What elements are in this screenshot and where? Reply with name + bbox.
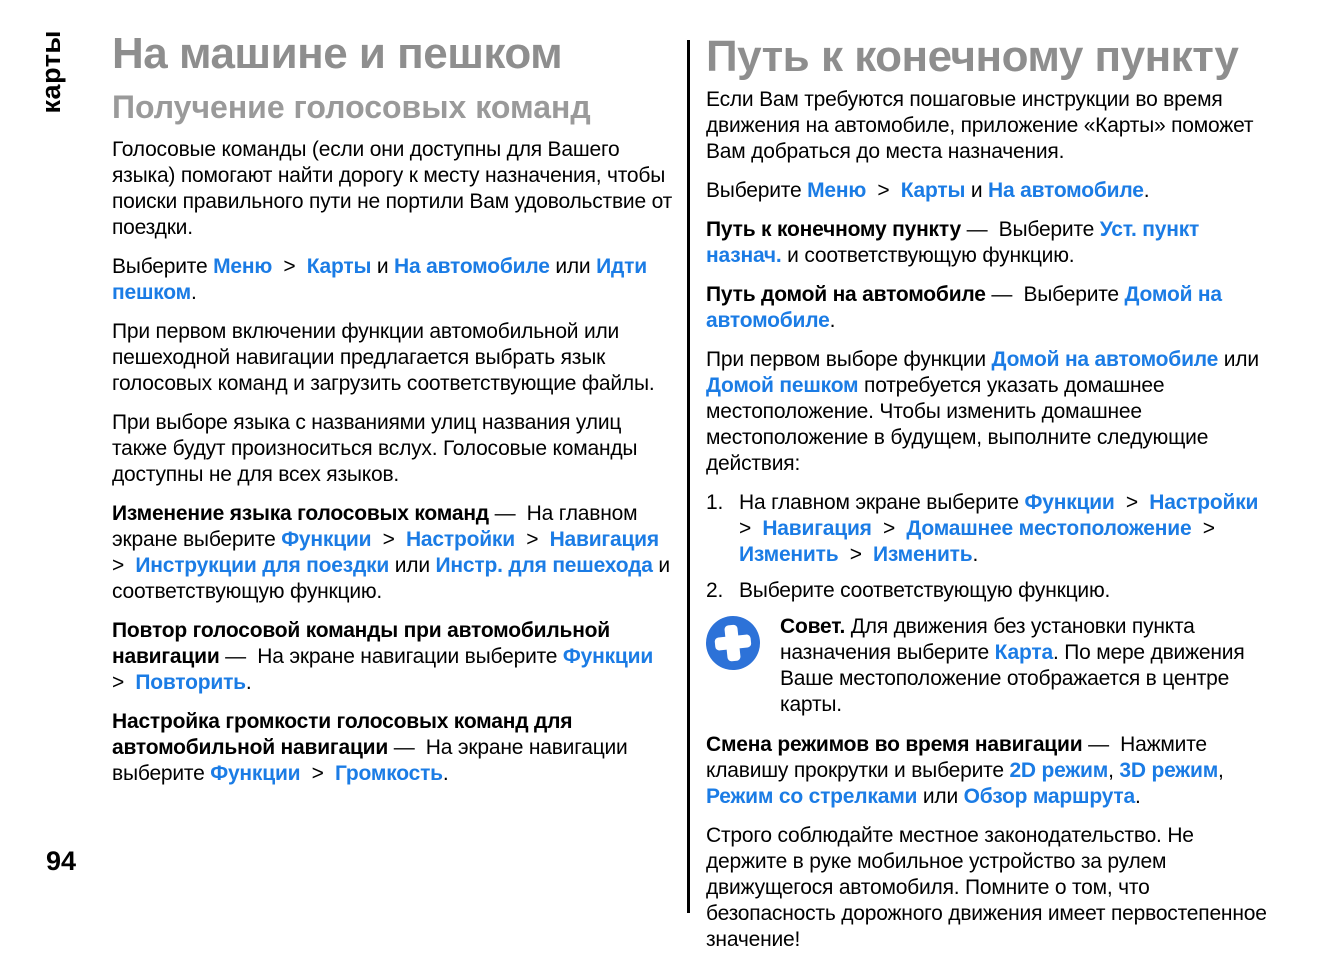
- ui-term-link: Громкость: [334, 762, 443, 786]
- text-run: и соответствующую функцию.: [781, 243, 1075, 267]
- text-run: ,: [1108, 759, 1120, 783]
- section-title: На машине и пешком: [112, 29, 563, 78]
- ui-term-link: Режим со стрелками: [706, 785, 918, 809]
- text-run: Выберите: [112, 254, 214, 278]
- column-divider: [687, 40, 690, 913]
- ui-term-link: 3D режим: [1119, 759, 1219, 783]
- ui-term-link: 2D режим: [1009, 759, 1109, 783]
- list-number: 2.: [706, 579, 724, 603]
- ui-term-link: Настройки: [405, 527, 515, 551]
- text-run: .: [972, 542, 979, 566]
- text-run: >: [371, 527, 406, 551]
- text-run: При выборе языка с названиями улиц названия улиц также будут произноситься вслух. Голосовые команды доступны не для всех языков.: [112, 410, 643, 486]
- text-run: .: [191, 280, 197, 304]
- text-run: При первом включении функции автомобильной или пешеходной навигации предлагается выбрать язык голосовых команд и загрузить соответствующие файлы.: [112, 319, 655, 395]
- text-run: — Нажмите клавишу прокрутки и выберите: [706, 733, 1213, 783]
- paragraph: [739, 490, 1268, 568]
- ordered-list-item: [706, 578, 1268, 604]
- text-run: или: [917, 785, 964, 809]
- section-title: Путь к конечному пункту: [706, 32, 1239, 81]
- text-run: или: [549, 254, 597, 278]
- text-run: Выберите: [706, 178, 808, 202]
- ui-term-link: Навигация: [762, 516, 872, 540]
- ui-term-link: Домашнее местоположение: [906, 516, 1192, 540]
- ui-term-link: Уст. пункт назнач.: [706, 217, 1205, 267]
- text-run: >: [866, 178, 901, 202]
- ui-term-link: Обзор маршрута: [963, 785, 1135, 809]
- plus-circle-icon: [703, 613, 762, 672]
- text-run: — Выберите: [960, 217, 1100, 241]
- ui-term-link: Настройки: [1149, 490, 1259, 514]
- ui-term-link: Функции: [210, 762, 301, 786]
- paragraph: [706, 823, 1273, 953]
- paragraph: [112, 319, 674, 397]
- text-run: >: [514, 527, 550, 551]
- ui-term-link: Инстр. для пешехода: [435, 553, 653, 577]
- ui-term-link: Домой на автомобиле: [991, 347, 1219, 371]
- bold-term: Путь домой на автомобиле: [706, 282, 986, 306]
- text-run: .: [1135, 785, 1141, 809]
- paragraph: [112, 137, 678, 241]
- text-run: и: [965, 178, 989, 202]
- bold-term: Повтор голосовой команды при автомобильной навигации: [112, 619, 616, 669]
- ui-term-link: На автомобиле: [394, 254, 550, 278]
- ui-term-link: Функции: [281, 527, 372, 551]
- ui-term-link: Меню: [807, 178, 867, 202]
- paragraph: [706, 217, 1268, 269]
- text-run: — Выберите: [985, 282, 1125, 306]
- ui-term-link: Изменить: [873, 542, 973, 566]
- ui-term-link: Функции: [562, 645, 654, 669]
- text-run: .: [442, 762, 449, 786]
- text-run: Если Вам требуются пошаговые инструкции во время движения на автомобиле, приложение «Карты» поможет Вам добраться до места назначения.: [706, 87, 1259, 163]
- text-run: или: [1218, 347, 1265, 371]
- text-run: >: [739, 490, 1270, 540]
- text-run: >: [272, 254, 307, 278]
- text-run: >: [112, 645, 665, 695]
- bold-term: Настройка громкости голосовых команд для автомобильной навигации: [112, 710, 578, 760]
- paragraph: [112, 709, 674, 787]
- paragraph: [112, 410, 674, 488]
- bold-term: Путь к конечному пункту: [706, 217, 961, 241]
- tip-box: [706, 614, 1268, 718]
- left-column: [112, 29, 678, 800]
- ordered-list-item: [706, 490, 1268, 568]
- text-run: — На экране навигации выберите: [219, 645, 563, 669]
- text-run: — На экране навигации выберите: [112, 736, 634, 786]
- ui-term-link: Идти пешком: [112, 254, 653, 304]
- text-run: >: [871, 516, 907, 540]
- text-run: .: [245, 671, 252, 695]
- tip-text: [780, 614, 1268, 718]
- text-run: .: [1143, 178, 1150, 202]
- text-run: >: [112, 527, 671, 577]
- chapter-tab: карты: [36, 30, 66, 114]
- text-run: >: [1114, 490, 1150, 514]
- ui-term-link: Карты: [306, 254, 372, 278]
- paragraph: [112, 254, 674, 306]
- text-run: потребуется указать домашнее местоположение. Чтобы изменить домашнее местоположение в будущем, выполните следующие действия:: [706, 373, 1214, 475]
- text-run: Строго соблюдайте местное законодательство. Не держите в руке мобильное устройство за рулем движущегося автомобиля. Помните о том, что безопасность дорожного движения имеет первостепенное значение!: [706, 824, 1273, 952]
- text-run: ,: [1218, 759, 1230, 783]
- ui-term-link: Навигация: [549, 527, 659, 551]
- plus-icon-bar: [724, 625, 741, 662]
- text-run: .: [829, 308, 836, 332]
- paragraph: [706, 347, 1268, 477]
- text-run: На главном экране выберите: [739, 490, 1025, 514]
- text-run: и соответствующую функцию.: [112, 553, 676, 604]
- text-run: или: [389, 553, 436, 577]
- ui-term-link: Повторить: [135, 671, 246, 695]
- page-number: 94: [46, 846, 77, 876]
- ui-term-link: Карта: [994, 641, 1053, 665]
- ui-term-link: На автомобиле: [988, 178, 1144, 202]
- text-run: . По мере движения Ваше местоположение отображается в центре карты.: [780, 641, 1251, 717]
- paragraph: [112, 501, 674, 605]
- paragraph: [706, 87, 1268, 165]
- paragraph: [706, 282, 1268, 334]
- subsection-title: Получение голосовых команд: [112, 88, 591, 125]
- right-column: [706, 32, 1273, 966]
- ui-term-link: Изменить: [739, 542, 839, 566]
- text-run: >: [1191, 516, 1227, 540]
- bold-term: Смена режимов во время навигации: [706, 733, 1083, 757]
- text-run: — На главном экране выберите: [112, 501, 643, 551]
- ui-term-link: Функции: [1024, 490, 1115, 514]
- bold-term: Изменение языка голосовых команд: [112, 501, 489, 525]
- paragraph: [112, 618, 674, 696]
- list-number: 1.: [706, 490, 724, 514]
- text-run: Выберите соответствующую функцию.: [739, 579, 1111, 603]
- ui-term-link: Меню: [213, 254, 273, 278]
- paragraph: [739, 578, 1268, 604]
- ui-term-link: Домой на автомобиле: [706, 282, 1228, 332]
- paragraph: [706, 732, 1268, 810]
- bold-term: Совет.: [780, 615, 846, 639]
- text-run: Голосовые команды (если они доступны для Вашего языка) помогают найти дорогу к месту назначения, чтобы поиски правильного пути не портили Вам удовольствие от поездки.: [112, 137, 678, 239]
- ui-term-link: Карты: [900, 178, 966, 202]
- text-run: Для движения без установки пункта назначения выберите: [780, 615, 1201, 665]
- paragraph: [706, 178, 1268, 204]
- text-run: и: [371, 254, 395, 278]
- ui-term-link: Инструкции для поездки: [135, 553, 390, 577]
- ui-term-link: Домой пешком: [706, 373, 859, 397]
- text-run: >: [300, 762, 335, 786]
- text-run: При первом выборе функции: [706, 347, 992, 371]
- text-run: >: [838, 542, 874, 566]
